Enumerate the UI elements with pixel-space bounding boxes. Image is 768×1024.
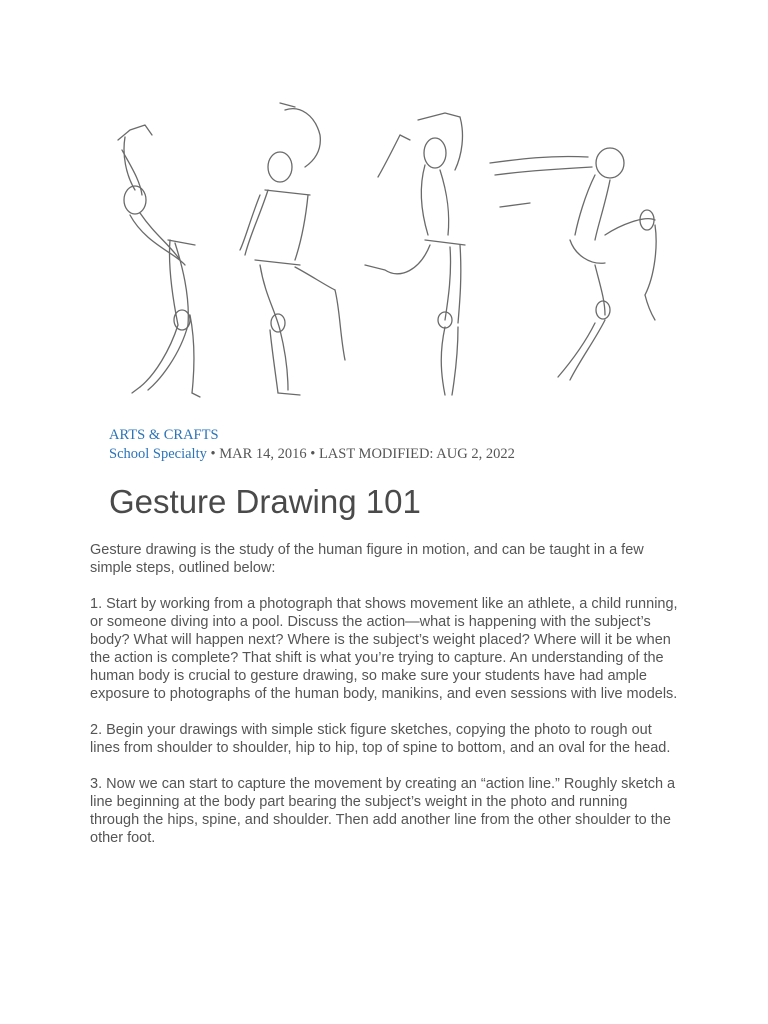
sketch-figure-3 <box>365 113 465 395</box>
hero-gesture-sketch-image <box>100 95 675 405</box>
author-link[interactable]: School Specialty <box>109 446 207 462</box>
article-paragraph: Gesture drawing is the study of the human figure in motion, and can be taught in a few simple steps, outlined below: <box>90 542 644 576</box>
publish-dates: • MAR 14, 2016 • LAST MODIFIED: AUG 2, 2022 <box>206 446 515 462</box>
article-body <box>90 541 680 865</box>
sketch-figure-2 <box>240 103 345 395</box>
sketch-figure-1 <box>118 125 200 397</box>
category-link[interactable]: ARTS & CRAFTS <box>109 427 219 443</box>
article-paragraph: 1. Start by working from a photograph that shows movement like an athlete, a child running, or someone diving into a pool. Discuss the action—what is happening with the subject’s body? What will happen next? Where is the subject’s weight placed? Where will it be when the action is complete? That shift is what you’re trying to capture. An understanding of the human body is crucial to gesture drawing, so make sure your students have had ample exposure to photographs of the human body, manikins, and even sessions with live models. <box>90 596 678 702</box>
article-paragraph: 3. Now we can start to capture the movement by creating an “action line.” Roughly sketch a line beginning at the body part bearing the subject’s weight in the photo and running through the hips, spine, and shoulder. Then add another line from the other shoulder to the other foot. <box>90 776 676 846</box>
gesture-figures-illustration <box>100 95 675 405</box>
article-meta <box>109 426 709 464</box>
article-paragraph: 2. Begin your drawings with simple stick figure sketches, copying the photo to rough out lines from shoulder to shoulder, hip to hip, top of spine to bottom, and an oval for the head. <box>90 722 671 756</box>
article-title: Gesture Drawing 101 <box>109 483 421 520</box>
sketch-figure-4 <box>490 148 656 380</box>
byline <box>109 445 709 464</box>
